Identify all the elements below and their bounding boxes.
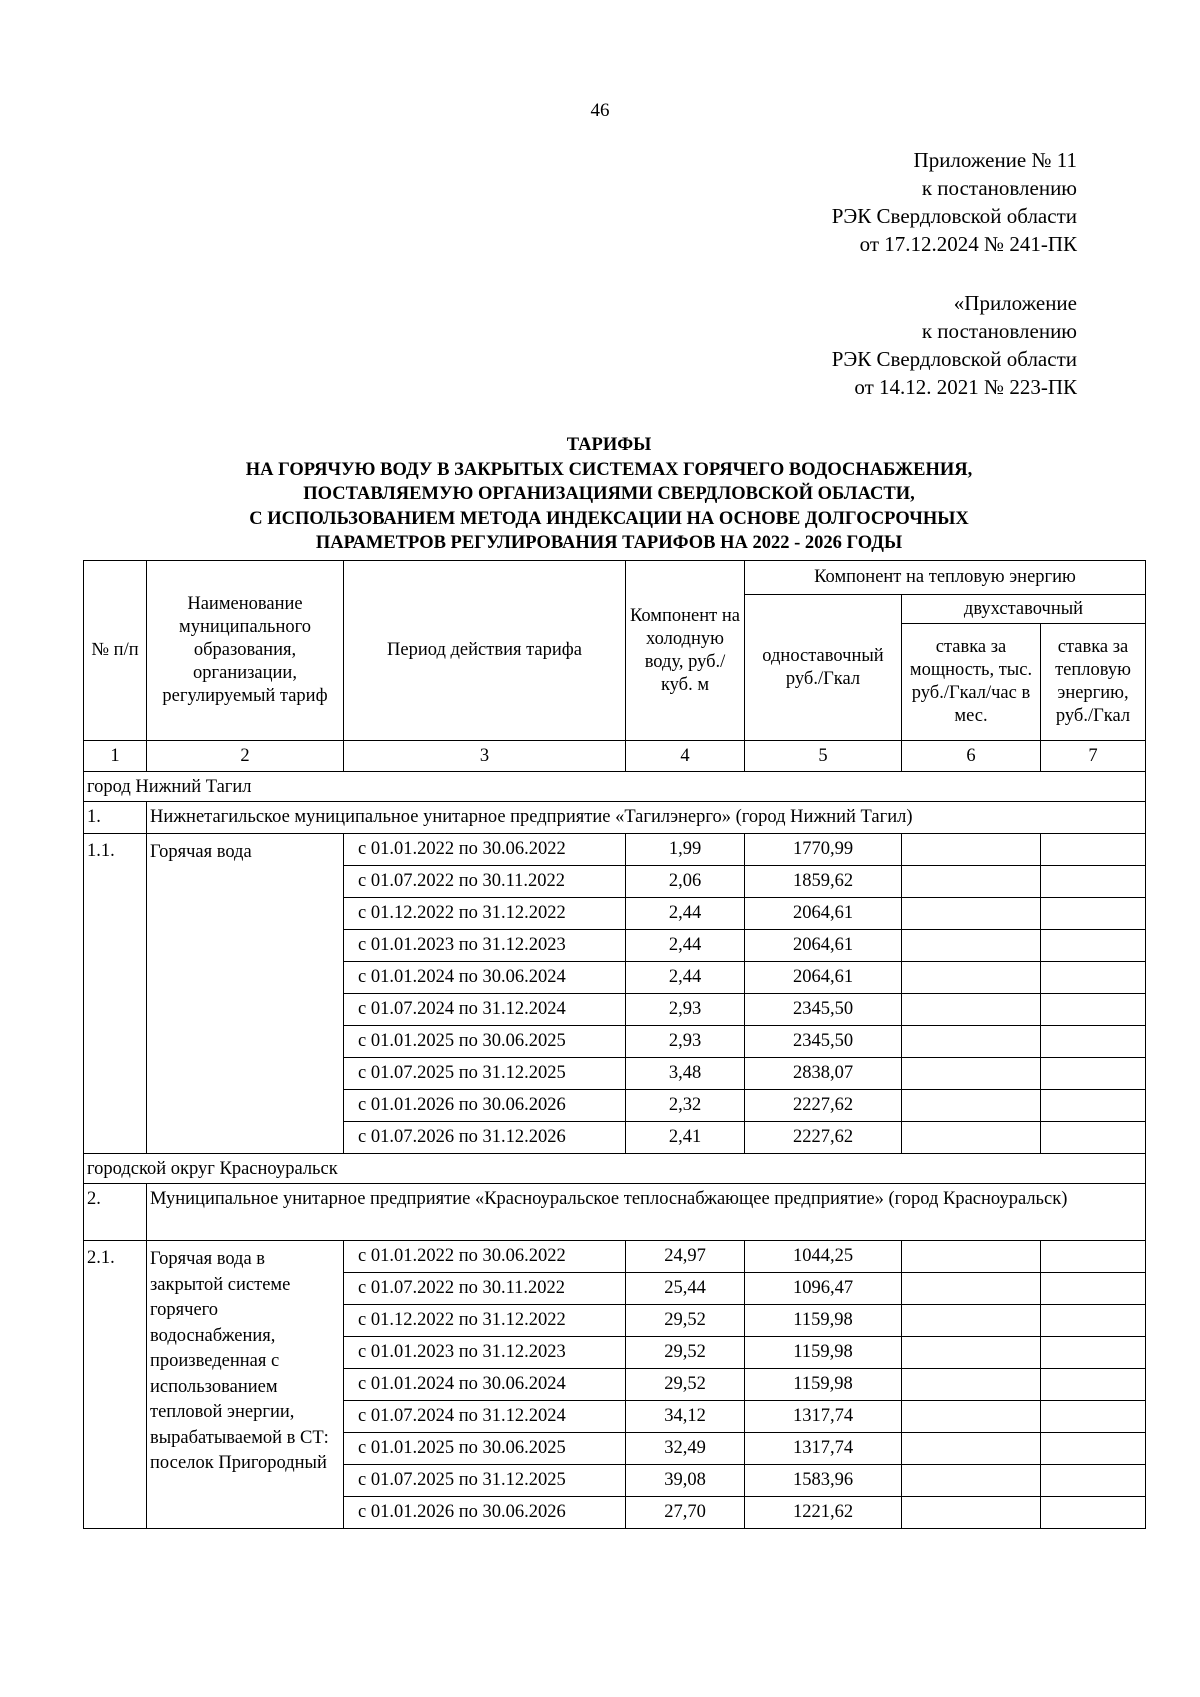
organization-name: Нижнетагильское муниципальное унитарное предприятие «Тагилэнерго» (город Нижний Тагил) bbox=[147, 802, 1146, 834]
cold-water-value: 29,52 bbox=[626, 1305, 745, 1337]
appendix-current-line-2: к постановлению bbox=[921, 176, 1077, 200]
appendix-original-line-4: от 14.12. 2021 № 223-ПК bbox=[854, 375, 1077, 399]
column-number: 4 bbox=[626, 741, 745, 772]
cold-water-value: 24,97 bbox=[626, 1241, 745, 1273]
cold-water-value: 2,41 bbox=[626, 1122, 745, 1154]
cold-water-value: 29,52 bbox=[626, 1369, 745, 1401]
cold-water-value: 2,93 bbox=[626, 1026, 745, 1058]
energy-rate-value bbox=[1041, 1122, 1146, 1154]
energy-rate-value bbox=[1041, 1337, 1146, 1369]
tariff-period: с 01.01.2023 по 31.12.2023 bbox=[344, 1337, 626, 1369]
single-rate-value: 1159,98 bbox=[745, 1369, 902, 1401]
appendix-original-line-2: к постановлению bbox=[921, 319, 1077, 343]
tariff-period: с 01.07.2025 по 31.12.2025 bbox=[344, 1058, 626, 1090]
column-numbers-row bbox=[84, 741, 1146, 772]
header-name: Наименование муниципального образования, организации, регулируемый тариф bbox=[147, 561, 344, 741]
energy-rate-value bbox=[1041, 1090, 1146, 1122]
single-rate-value: 1770,99 bbox=[745, 834, 902, 866]
cold-water-value: 2,44 bbox=[626, 930, 745, 962]
tariff-period: с 01.01.2023 по 31.12.2023 bbox=[344, 930, 626, 962]
energy-rate-value bbox=[1041, 1433, 1146, 1465]
energy-rate-value bbox=[1041, 1026, 1146, 1058]
energy-rate-value bbox=[1041, 1058, 1146, 1090]
capacity-rate-value bbox=[902, 1090, 1041, 1122]
capacity-rate-value bbox=[902, 1122, 1041, 1154]
cold-water-value: 32,49 bbox=[626, 1433, 745, 1465]
single-rate-value: 1583,96 bbox=[745, 1465, 902, 1497]
capacity-rate-value bbox=[902, 1305, 1041, 1337]
cold-water-value: 39,08 bbox=[626, 1465, 745, 1497]
column-number: 7 bbox=[1041, 741, 1146, 772]
item-name: Горячая вода в закрытой системе горячего водоснабжения, произведенная с использованием тепловой энергии, вырабатываемой в СТ: поселок Пригородный bbox=[147, 1241, 344, 1529]
tariff-period: с 01.07.2022 по 30.11.2022 bbox=[344, 866, 626, 898]
organization-number: 1. bbox=[84, 802, 147, 834]
tariff-period: с 01.01.2022 по 30.06.2022 bbox=[344, 834, 626, 866]
cold-water-value: 2,93 bbox=[626, 994, 745, 1026]
title-line-5: ПАРАМЕТРОВ РЕГУЛИРОВАНИЯ ТАРИФОВ НА 2022 - 2026 ГОДЫ bbox=[315, 533, 903, 553]
cold-water-value: 2,06 bbox=[626, 866, 745, 898]
page-number: 46 bbox=[590, 100, 610, 121]
tariff-period: с 01.01.2024 по 30.06.2024 bbox=[344, 1369, 626, 1401]
item-number: 2.1. bbox=[84, 1241, 147, 1529]
capacity-rate-value bbox=[902, 1026, 1041, 1058]
tariff-period: с 01.01.2024 по 30.06.2024 bbox=[344, 962, 626, 994]
appendix-original-line-3: РЭК Свердловской области bbox=[831, 347, 1077, 371]
title-line-4: С ИСПОЛЬЗОВАНИЕМ МЕТОДА ИНДЕКСАЦИИ НА ОСНОВЕ ДОЛГОСРОЧНЫХ bbox=[249, 508, 969, 529]
cold-water-value: 3,48 bbox=[626, 1058, 745, 1090]
item-name: Горячая вода bbox=[147, 834, 344, 1154]
cold-water-value: 25,44 bbox=[626, 1273, 745, 1305]
document-title bbox=[84, 433, 1134, 556]
single-rate-value: 2064,61 bbox=[745, 898, 902, 930]
appendix-current-line-4: от 17.12.2024 № 241-ПК bbox=[859, 232, 1077, 256]
single-rate-value: 2227,62 bbox=[745, 1122, 902, 1154]
capacity-rate-value bbox=[902, 930, 1041, 962]
energy-rate-value bbox=[1041, 1497, 1146, 1529]
tariffs-table bbox=[83, 560, 1146, 1529]
column-number: 6 bbox=[902, 741, 1041, 772]
municipality-row bbox=[84, 772, 1146, 802]
tariff-row bbox=[84, 1241, 1146, 1273]
appendix-current-line-3: РЭК Свердловской области bbox=[831, 204, 1077, 228]
tariff-row bbox=[84, 834, 1146, 866]
cold-water-value: 27,70 bbox=[626, 1497, 745, 1529]
column-number: 3 bbox=[344, 741, 626, 772]
cold-water-value: 1,99 bbox=[626, 834, 745, 866]
header-heat-energy: Компонент на тепловую энергию bbox=[745, 561, 1146, 595]
title-line-2: НА ГОРЯЧУЮ ВОДУ В ЗАКРЫТЫХ СИСТЕМАХ ГОРЯЧЕГО ВОДОСНАБЖЕНИЯ, bbox=[245, 459, 973, 480]
energy-rate-value bbox=[1041, 1369, 1146, 1401]
header-period: Период действия тарифа bbox=[344, 561, 626, 741]
single-rate-value: 2227,62 bbox=[745, 1090, 902, 1122]
tariff-period: с 01.12.2022 по 31.12.2022 bbox=[344, 1305, 626, 1337]
energy-rate-value bbox=[1041, 1401, 1146, 1433]
organization-number: 2. bbox=[84, 1184, 147, 1241]
municipality-name: городской округ Красноуральск bbox=[84, 1154, 1146, 1184]
cold-water-value: 2,44 bbox=[626, 898, 745, 930]
appendix-current-header bbox=[832, 146, 1077, 258]
single-rate-value: 1317,74 bbox=[745, 1401, 902, 1433]
cold-water-value: 2,32 bbox=[626, 1090, 745, 1122]
single-rate-value: 1221,62 bbox=[745, 1497, 902, 1529]
header-cold-water: Компонент на холодную воду, руб./куб. м bbox=[626, 561, 745, 741]
tariff-period: с 01.01.2022 по 30.06.2022 bbox=[344, 1241, 626, 1273]
appendix-original-header bbox=[832, 289, 1077, 401]
capacity-rate-value bbox=[902, 1401, 1041, 1433]
column-number: 1 bbox=[84, 741, 147, 772]
single-rate-value: 1859,62 bbox=[745, 866, 902, 898]
energy-rate-value bbox=[1041, 994, 1146, 1026]
energy-rate-value bbox=[1041, 1241, 1146, 1273]
single-rate-value: 1044,25 bbox=[745, 1241, 902, 1273]
capacity-rate-value bbox=[902, 1369, 1041, 1401]
item-number: 1.1. bbox=[84, 834, 147, 1154]
appendix-current-line-1: Приложение № 11 bbox=[913, 148, 1077, 172]
header-energy-rate: ставка за тепловую энергию, руб./Гкал bbox=[1041, 624, 1146, 741]
capacity-rate-value bbox=[902, 1337, 1041, 1369]
capacity-rate-value bbox=[902, 994, 1041, 1026]
capacity-rate-value bbox=[902, 1497, 1041, 1529]
title-line-1: ТАРИФЫ bbox=[566, 435, 652, 455]
single-rate-value: 2345,50 bbox=[745, 1026, 902, 1058]
column-number: 2 bbox=[147, 741, 344, 772]
capacity-rate-value bbox=[902, 1465, 1041, 1497]
capacity-rate-value bbox=[902, 1433, 1041, 1465]
single-rate-value: 2345,50 bbox=[745, 994, 902, 1026]
header-single-rate: одноставочный руб./Гкал bbox=[745, 595, 902, 741]
tariff-period: с 01.07.2025 по 31.12.2025 bbox=[344, 1465, 626, 1497]
tariff-period: с 01.07.2024 по 31.12.2024 bbox=[344, 994, 626, 1026]
organization-name: Муниципальное унитарное предприятие «Красноуральское теплоснабжающее предприятие» (город Красноуральск) bbox=[147, 1184, 1146, 1241]
tariff-period: с 01.01.2025 по 30.06.2025 bbox=[344, 1026, 626, 1058]
energy-rate-value bbox=[1041, 834, 1146, 866]
capacity-rate-value bbox=[902, 1241, 1041, 1273]
municipality-name: город Нижний Тагил bbox=[84, 772, 1146, 802]
single-rate-value: 2064,61 bbox=[745, 962, 902, 994]
capacity-rate-value bbox=[902, 866, 1041, 898]
capacity-rate-value bbox=[902, 962, 1041, 994]
appendix-original-line-1: «Приложение bbox=[953, 291, 1077, 315]
single-rate-value: 2838,07 bbox=[745, 1058, 902, 1090]
capacity-rate-value bbox=[902, 1058, 1041, 1090]
energy-rate-value bbox=[1041, 866, 1146, 898]
tariff-period: с 01.01.2026 по 30.06.2026 bbox=[344, 1090, 626, 1122]
title-line-3: ПОСТАВЛЯЕМУЮ ОРГАНИЗАЦИЯМИ СВЕРДЛОВСКОЙ ОБЛАСТИ, bbox=[303, 484, 915, 504]
energy-rate-value bbox=[1041, 898, 1146, 930]
tariff-period: с 01.01.2026 по 30.06.2026 bbox=[344, 1497, 626, 1529]
header-num: № п/п bbox=[84, 561, 147, 741]
tariff-period: с 01.07.2024 по 31.12.2024 bbox=[344, 1401, 626, 1433]
single-rate-value: 1096,47 bbox=[745, 1273, 902, 1305]
cold-water-value: 29,52 bbox=[626, 1337, 745, 1369]
cold-water-value: 34,12 bbox=[626, 1401, 745, 1433]
tariff-period: с 01.12.2022 по 31.12.2022 bbox=[344, 898, 626, 930]
single-rate-value: 1159,98 bbox=[745, 1337, 902, 1369]
energy-rate-value bbox=[1041, 930, 1146, 962]
municipality-row bbox=[84, 1154, 1146, 1184]
organization-row bbox=[84, 802, 1146, 834]
header-two-rate: двухставочный bbox=[902, 595, 1146, 624]
header-capacity-rate: ставка за мощность, тыс. руб./Гкал/час в мес. bbox=[902, 624, 1041, 741]
column-number: 5 bbox=[745, 741, 902, 772]
single-rate-value: 2064,61 bbox=[745, 930, 902, 962]
organization-row bbox=[84, 1184, 1146, 1241]
energy-rate-value bbox=[1041, 962, 1146, 994]
single-rate-value: 1159,98 bbox=[745, 1305, 902, 1337]
single-rate-value: 1317,74 bbox=[745, 1433, 902, 1465]
energy-rate-value bbox=[1041, 1273, 1146, 1305]
capacity-rate-value bbox=[902, 834, 1041, 866]
tariff-period: с 01.07.2026 по 31.12.2026 bbox=[344, 1122, 626, 1154]
capacity-rate-value bbox=[902, 898, 1041, 930]
tariff-period: с 01.01.2025 по 30.06.2025 bbox=[344, 1433, 626, 1465]
cold-water-value: 2,44 bbox=[626, 962, 745, 994]
energy-rate-value bbox=[1041, 1465, 1146, 1497]
capacity-rate-value bbox=[902, 1273, 1041, 1305]
table-body bbox=[84, 741, 1146, 1529]
energy-rate-value bbox=[1041, 1305, 1146, 1337]
tariff-period: с 01.07.2022 по 30.11.2022 bbox=[344, 1273, 626, 1305]
